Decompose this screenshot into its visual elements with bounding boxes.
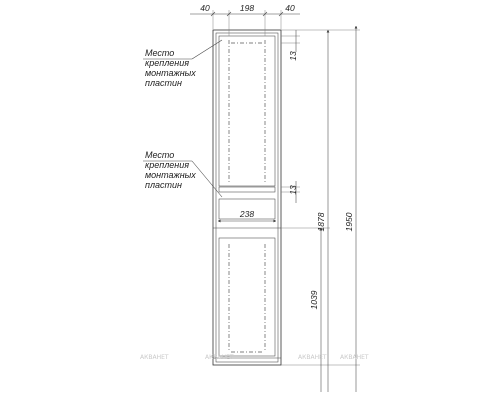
cabinet-outer-frame	[213, 30, 281, 365]
lower-door-panel	[219, 238, 275, 356]
callout-lower-line-4: пластин	[145, 180, 182, 190]
watermark-3: АКВАНЕТ	[298, 354, 327, 361]
cabinet-inner-frame	[216, 33, 278, 362]
right-dimensions	[281, 26, 360, 392]
dim-total-height: 1950	[344, 212, 354, 232]
callout-upper	[143, 40, 222, 88]
watermark-1: АКВАНЕТ	[140, 354, 169, 361]
dim-lower-gap: 13	[288, 185, 298, 195]
dim-inner-width: 238	[239, 209, 255, 219]
callout-upper-leader	[192, 40, 222, 59]
callout-lower-line-1: Место	[145, 150, 175, 160]
dim-upper-gap: 13	[288, 51, 298, 61]
watermark-row	[140, 354, 369, 361]
top-dimension-group	[190, 3, 300, 36]
open-shelf-top	[219, 187, 275, 192]
callout-lower-line-3: монтажных	[145, 170, 196, 180]
dim-mid-height: 1878	[316, 212, 326, 232]
callout-upper-line-2: крепления	[145, 58, 190, 68]
callout-upper-line-4: пластин	[145, 78, 182, 88]
callout-lower-leader	[192, 161, 222, 197]
watermark-4: АКВАНЕТ	[340, 354, 369, 361]
watermark-2: АКВАНЕТ	[205, 354, 234, 361]
dim-lower-height: 1039	[309, 290, 319, 310]
callout-upper-line-3: монтажных	[145, 68, 196, 78]
lower-gap-dimension	[281, 181, 300, 203]
dim-top-right-margin: 40	[285, 3, 295, 13]
dim-top-left-margin: 40	[200, 3, 210, 13]
dim-top-width: 198	[239, 3, 255, 13]
callout-lower	[143, 150, 222, 197]
upper-door-panel	[219, 36, 275, 186]
callout-upper-line-1: Место	[145, 48, 175, 58]
upper-gap-dimension	[281, 30, 300, 61]
callout-lower-line-2: крепления	[145, 160, 190, 170]
cabinet-body	[213, 30, 281, 365]
